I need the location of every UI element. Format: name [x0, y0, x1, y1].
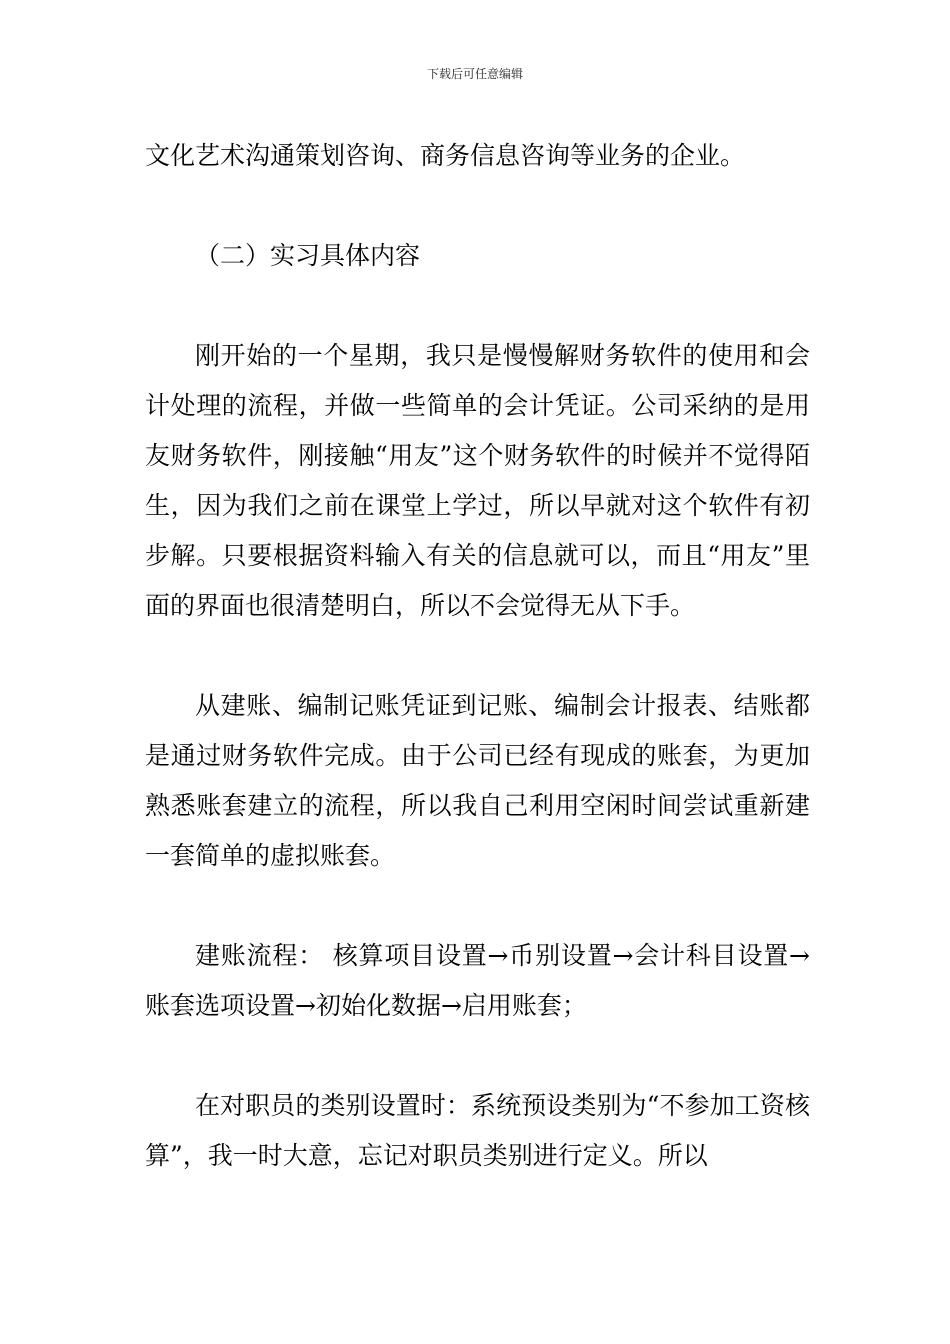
paragraph-4: 建账流程： 核算项目设置→币别设置→会计科目设置→账套选项设置→初始化数据→启用账套； [145, 941, 810, 1020]
document-body [145, 131, 810, 1181]
paragraph-1: 文化艺术沟通策划咨询、商务信息咨询等业务的企业。 [145, 141, 746, 170]
page-header: 下载后可任意编辑 [426, 67, 523, 81]
paragraph-5: 在对职员的类别设置时：系统预设类别为“不参加工资核算”，我一时大意，忘记对职员类别进行定义。所以 [145, 1091, 810, 1170]
section-heading: （二）实习具体内容 [195, 241, 421, 270]
paragraph-2: 刚开始的一个星期，我只是慢慢解财务软件的使用和会计处理的流程，并做一些简单的会计凭证。公司采纳的是用友财务软件，刚接触“用友”这个财务软件的时候并不觉得陌生，因为我们之前在课堂上学过，所以早就对这个软件有初步解。只要根据资料输入有关的信息就可以，而且“用友”里面的界面也很清楚明白，所以不会觉得无从下手。 [145, 341, 810, 620]
paragraph-3: 从建账、编制记账凭证到记账、编制会计报表、结账都是通过财务软件完成。由于公司已经有现成的账套，为更加熟悉账套建立的流程，所以我自己利用空闲时间尝试重新建一套简单的虚拟账套。 [145, 691, 810, 870]
